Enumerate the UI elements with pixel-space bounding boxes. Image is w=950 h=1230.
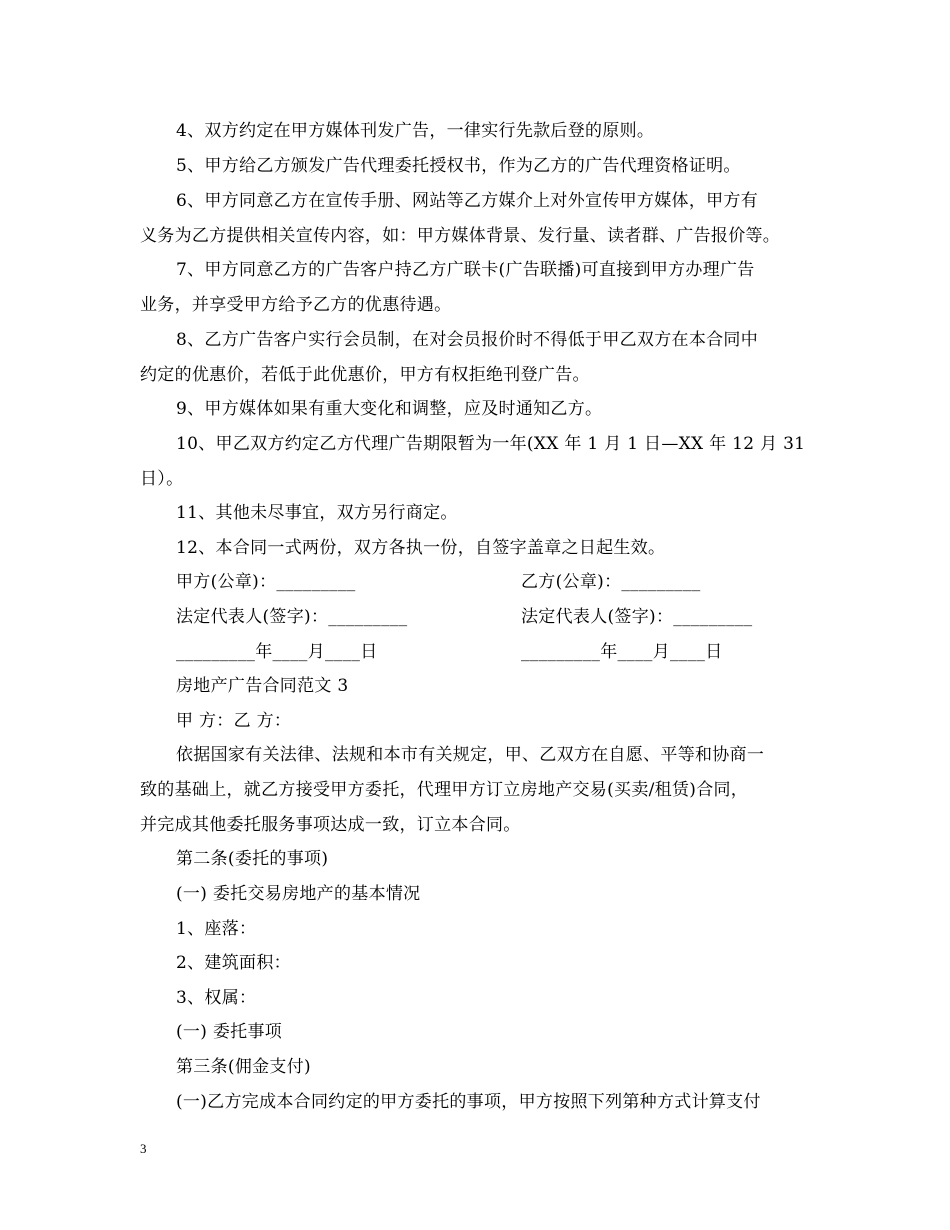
location-field: 1、座落： (176, 919, 257, 939)
parties-line: 甲 方：乙 方： (176, 711, 292, 731)
clause-12: 12、本合同一式两份，双方各执一份，自签字盖章之日起生效。 (176, 538, 666, 558)
clause-8-line-1: 8、乙方广告客户实行会员制，在对会员报价时不得低于甲乙双方在本合同中 (176, 330, 759, 350)
article-2-item-1: (一) 委托交易房地产的基本情况 (176, 884, 421, 904)
preamble-line-3: 并完成其他委托服务事项达成一致，订立本合同。 (140, 815, 521, 835)
section-title: 房地产广告合同范文 3 (176, 676, 349, 696)
clause-7-line-1: 7、甲方同意乙方的广告客户持乙方广联卡(广告联播)可直接到甲方办理广告 (176, 260, 755, 280)
article-3-item-1: (一)乙方完成本合同约定的甲方委托的事项，甲方按照下列第种方式计算支付 (176, 1092, 761, 1112)
clause-8-line-2: 约定的优惠价，若低于此优惠价，甲方有权拒绝刊登广告。 (140, 365, 590, 385)
clause-5: 5、甲方给乙方颁发广告代理委托授权书，作为乙方的广告代理资格证明。 (176, 156, 741, 176)
ownership-field: 3、权属： (176, 988, 257, 1008)
clause-10-line-2: 日）。 (140, 469, 184, 489)
page-number: 3 (140, 1141, 147, 1156)
party-a-date-line: _________年____月____日 (176, 642, 378, 662)
preamble-line-2: 致的基础上，就乙方接受甲方委托，代理甲方订立房地产交易(买卖/租赁)合同， (140, 780, 749, 800)
article-2-item-2: (一) 委托事项 (176, 1022, 283, 1042)
clause-10-line-1: 10、甲乙双方约定乙方代理广告期限暂为一年(XX 年 1 月 1 日—XX 年 12 月 31 (176, 434, 806, 454)
party-b-seal-line: 乙方(公章)：_________ (521, 572, 701, 592)
party-b-rep-line: 法定代表人(签字)：_________ (521, 607, 753, 627)
clause-4: 4、双方约定在甲方媒体刊发广告，一律实行先款后登的原则。 (176, 121, 655, 141)
clause-7-line-2: 业务，并享受甲方给予乙方的优惠待遇。 (140, 295, 452, 315)
clause-6-line-2: 义务为乙方提供相关宣传内容，如：甲方媒体背景、发行量、读者群、广告报价等。 (140, 226, 781, 246)
party-a-rep-line: 法定代表人(签字)：_________ (176, 607, 408, 627)
article-2-heading: 第二条(委托的事项) (176, 849, 329, 869)
preamble-line-1: 依据国家有关法律、法规和本市有关规定，甲、乙双方在自愿、平等和协商一 (176, 745, 765, 765)
party-b-date-line: _________年____月____日 (521, 642, 723, 662)
clause-11: 11、其他未尽事宜，双方另行商定。 (176, 503, 458, 523)
clause-6-line-1: 6、甲方同意乙方在宣传手册、网站等乙方媒介上对外宣传甲方媒体，甲方有 (176, 191, 759, 211)
floor-area-field: 2、建筑面积： (176, 953, 291, 973)
article-3-heading: 第三条(佣金支付) (176, 1057, 311, 1077)
party-a-seal-line: 甲方(公章)：_________ (176, 572, 356, 592)
clause-9: 9、甲方媒体如果有重大变化和调整，应及时通知乙方。 (176, 399, 603, 419)
